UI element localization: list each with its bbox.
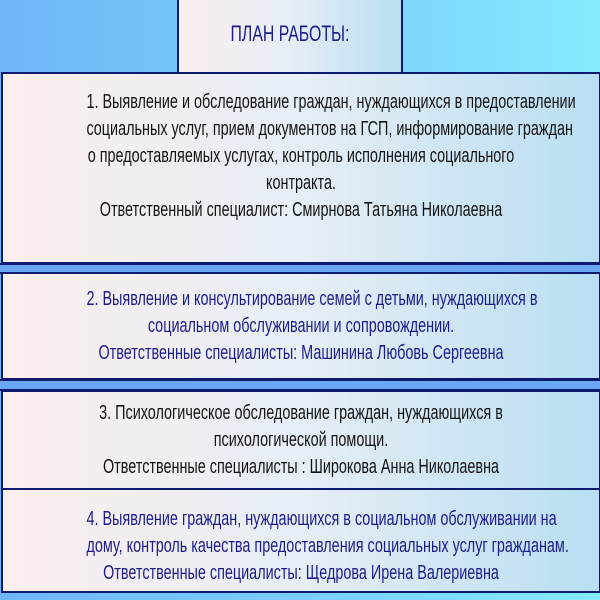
title-box xyxy=(177,0,403,77)
item-3-line: психологической помощи. xyxy=(213,429,389,451)
item-1-line: социальных услуг, прием документов на ГСП, информирование граждан xyxy=(86,118,573,140)
item-4-line: 4. Выявление граждан, нуждающихся в социальном обслуживании на xyxy=(86,508,557,530)
item-2-line: 2. Выявление и консультирование семей с детьми, нуждающихся в xyxy=(86,288,538,310)
plan-item-4 xyxy=(1,488,600,593)
item-1-line: контракта. xyxy=(266,172,336,194)
item-3-line: 3. Психологическое обследование граждан, нуждающихся в xyxy=(99,402,503,424)
page-title: ПЛАН РАБОТЫ: xyxy=(230,21,350,46)
item-3-responsible: Ответственные специалисты : Широкова Анна Николаевна xyxy=(102,456,500,478)
item-4-line: дому, контроль качества предоставления социальных услуг гражданам. xyxy=(86,535,569,557)
item-1-line: о предоставляемых услугах, контроль исполнения социального xyxy=(87,145,515,167)
item-2-line: социальном обслуживании и сопровождении. xyxy=(147,315,455,337)
plan-item-2 xyxy=(1,272,600,380)
item-1-line: 1. Выявление и обследование граждан, нуждающихся в предоставлении xyxy=(86,91,576,113)
item-2-responsible: Ответственные специалисты: Машинина Любовь Сергеевна xyxy=(98,342,504,364)
plan-item-1 xyxy=(1,72,600,264)
item-4-responsible: Ответственные специалисты: Щедрова Ирена Валериевна xyxy=(103,562,499,584)
plan-item-3 xyxy=(1,390,600,490)
item-1-responsible: Ответственный специалист: Смирнова Татьяна Николаевна xyxy=(99,199,503,221)
